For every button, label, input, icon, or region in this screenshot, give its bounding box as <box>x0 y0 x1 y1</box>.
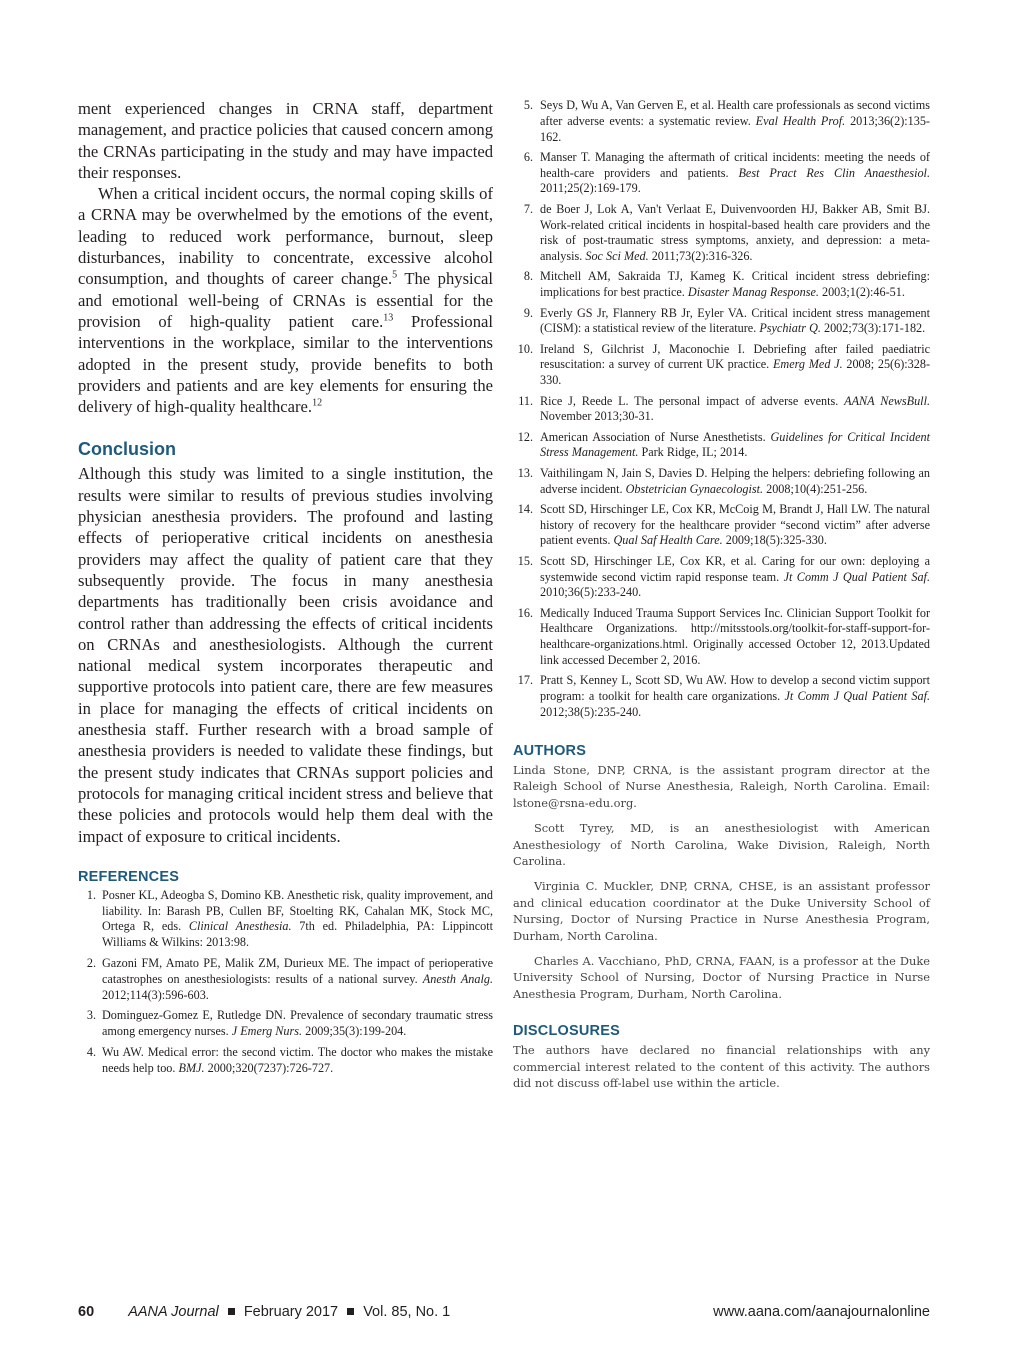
citation-superscript: 5 <box>392 269 398 281</box>
reference-item: 3. Dominguez-Gomez E, Rutledge DN. Prevalence of secondary traumatic stress among emergency nurses. J Emerg Nurs. 2009;35(3):199-204. <box>78 1008 493 1040</box>
body-paragraph: ment experienced changes in CRNA staff, department management, and practice policies that caused concern among the CRNAs participating in the study and may have impacted their responses. <box>78 99 493 182</box>
reference-item: 14. Scott SD, Hirschinger LE, Cox KR, McCoig M, Brandt J, Hall LW. The natural history of recovery for the healthcare provider “second victim” after adverse patient events. Qual Saf Health Care. 2009;18(5):325-330. <box>513 502 930 549</box>
citation-superscript: 12 <box>312 397 323 409</box>
reference-item: 13. Vaithilingam N, Jain S, Davies D. Helping the helpers: debriefing following an adverse incident. Obstetrician Gynaecologist. 2008;10(4):251-256. <box>513 466 930 498</box>
reference-number: 15. <box>517 553 533 568</box>
reference-number: 9. <box>523 305 533 320</box>
reference-number: 17. <box>517 673 533 688</box>
reference-number: 10. <box>517 341 533 356</box>
reference-item: 8. Mitchell AM, Sakraida TJ, Kameg K. Critical incident stress debriefing: implications for best practice. Disaster Manag Response. 2003;1(2):46-51. <box>513 269 930 301</box>
reference-item: 17. Pratt S, Kenney L, Scott SD, Wu AW. How to develop a second victim support program: a toolkit for health care organizations. Jt Comm J Qual Patient Saf. 2012;38(5):235-240. <box>513 673 930 720</box>
author-bio: Linda Stone, DNP, CRNA, is the assistant program director at the Raleigh School of Nurse Anesthesia, Raleigh, North Carolina. Email: lstone@rsna-edu.org. <box>513 762 930 811</box>
reference-item: 12. American Association of Nurse Anesthetists. Guidelines for Critical Incident Stress Management. Park Ridge, IL; 2014. <box>513 430 930 462</box>
volume-info: Vol. 85, No. 1 <box>363 1304 451 1320</box>
page-number: 60 <box>78 1304 95 1320</box>
reference-number: 3. <box>86 1008 96 1023</box>
separator-square-icon <box>228 1308 235 1315</box>
author-bio: Charles A. Vacchiano, PhD, CRNA, FAAN, is a professor at the Duke University School of Nursing, Doctor of Nursing Practice in Nurse Anesthesia Program, Durham, North Carolina. <box>513 953 930 1002</box>
separator-square-icon <box>347 1308 354 1315</box>
reference-number: 6. <box>523 149 533 164</box>
journal-name: AANA Journal <box>128 1304 219 1320</box>
reference-item: 15. Scott SD, Hirschinger LE, Cox KR, et al. Caring for our own: deploying a systemwide second victim rapid response team. Jt Comm J Qual Patient Saf. 2010;36(5):233-240. <box>513 554 930 601</box>
reference-number: 12. <box>517 429 533 444</box>
disclosures-heading: DISCLOSURES <box>513 1022 620 1039</box>
reference-item: 11. Rice J, Reede L. The personal impact of adverse events. AANA NewsBull. November 2013;30-31. <box>513 394 930 426</box>
page-footer <box>78 1304 930 1324</box>
author-bio: Scott Tyrey, MD, is an anesthesiologist with American Anesthesiology of North Carolina, Wake Division, Raleigh, North Carolina. <box>513 820 930 869</box>
reference-number: 5. <box>523 98 533 112</box>
reference-number: 2. <box>86 955 96 970</box>
reference-item: 9. Everly GS Jr, Flannery RB Jr, Eyler VA. Critical incident stress management (CISM): a statistical review of the literature. Psychiatr Q. 2002;73(3):171-182. <box>513 306 930 338</box>
conclusion-paragraph: Although this study was limited to a single institution, the results were similar to results of previous studies involving physician anesthesia providers. The profound and lasting effects of perioperative critical incidents on anesthesia providers may affect the quality of patient care that they subsequently provide. The focus in many anesthesia departments has traditionally been crisis avoidance and control rather than addressing the effects of critical incidents on CRNAs and anesthesiologists. Although the current national medical system incorporates therapeutic and supportive protocols into patient care, there are few measures in place for managing the effects of critical incidents on anesthesia staff. Further research with a broad sample of anesthesia providers is needed to validate these findings, but the present study indicates that CRNAs support policies and protocols for managing critical incident stress and believe that these policies and protocols would help them deal with the impact of exposure to critical incidents. <box>78 464 493 846</box>
reference-number: 1. <box>86 887 96 902</box>
reference-item: 1. Posner KL, Adeogba S, Domino KB. Anesthetic risk, quality improvement, and liability. In: Barash PB, Cullen BF, Stoelting RK, Cahalan MK, Stock MC, Ortega R, eds. Clinical Anesthesia. 7th ed. Philadelphia, PA: Lippincott Williams & Wilkins: 2013:98. <box>78 888 493 951</box>
reference-number: 7. <box>523 201 533 216</box>
reference-number: 11. <box>518 393 533 408</box>
disclosures-text: The authors have declared no financial relationships with any commercial interest related to the content of this activity. The authors did not discuss off-label use within the article. <box>513 1042 930 1091</box>
reference-number: 16. <box>517 605 533 620</box>
references-heading: REFERENCES <box>78 868 180 885</box>
body-paragraph: When a critical incident occurs, the normal coping skills of a CRNA may be overwhelmed by the emotions of the event, leading to reduced work performance, burnout, sleep disturbances, inability to concentrate, excessive alcohol consumption, and thoughts of career change.$^5$ The physical and emotional well-being of CRNAs is essential for the provision of high-quality patient care.$^{13}$ Professional interventions in the workplace, similar to the interventions adopted in the present study, provide benefits to both providers and patients and are key elements for ensuring the delivery of high-quality healthcare.$^{12}$ <box>78 184 493 417</box>
left-column <box>78 98 493 1082</box>
footer-citation <box>78 1304 450 1320</box>
journal-url: www.aana.com/aanajournalonline <box>713 1304 930 1320</box>
reference-number: 4. <box>86 1044 96 1059</box>
right-column <box>513 98 930 1100</box>
reference-list <box>513 98 930 721</box>
citation-superscript: 13 <box>383 312 394 324</box>
author-bio: Virginia C. Muckler, DNP, CRNA, CHSE, is an assistant professor and clinical education coordinator at the Duke University School of Nursing, Doctor of Nursing Practice in Nurse Anesthesia Program, Durham, North Carolina. <box>513 878 930 944</box>
reference-item: 2. Gazoni FM, Amato PE, Malik ZM, Durieux ME. The impact of perioperative catastrophes on anesthesiologists: results of a national survey. Anesth Analg. 2012;114(3):596-603. <box>78 956 493 1003</box>
authors-heading: AUTHORS <box>513 742 587 759</box>
reference-item: 6. Manser T. Managing the aftermath of critical incidents: meeting the needs of health-care providers and patients. Best Pract Res Clin Anaesthesiol. 2011;25(2):169-179. <box>513 150 930 197</box>
conclusion-heading: Conclusion <box>78 439 176 460</box>
reference-number: 14. <box>517 501 533 516</box>
reference-list <box>78 888 493 1077</box>
reference-item: 10. Ireland S, Gilchrist J, Maconochie I. Debriefing after failed paediatric resuscitation: a survey of current UK practice. Emerg Med J. 2008; 25(6):328-330. <box>513 342 930 389</box>
reference-number: 8. <box>523 269 533 284</box>
reference-number: 13. <box>517 465 533 480</box>
reference-item: 7. de Boer J, Lok A, Van't Verlaat E, Duivenvoorden HJ, Bakker AB, Smit BJ. Work-related critical incidents in hospital-based health care providers and the risk of post-traumatic stress symptoms, anxiety, and depression: a meta-analysis. Soc Sci Med. 2011;73(2):316-326. <box>513 202 930 265</box>
reference-item: 16. Medically Induced Trauma Support Services Inc. Clinician Support Toolkit for Healthcare Organizations. http://mitsstools.org/toolkit-for-staff-support-for-healthcare-organizations.html. Originally accessed October 12, 2013.Updated link accessed December 2, 2016. <box>513 606 930 669</box>
reference-item: 5. Seys D, Wu A, Van Gerven E, et al. Health care professionals as second victims after adverse events: a systematic review. Eval Health Prof. 2013;36(2):135-162. <box>513 98 930 145</box>
reference-item: 4. Wu AW. Medical error: the second victim. The doctor who makes the mistake needs help too. BMJ. 2000;320(7237):726-727. <box>78 1045 493 1077</box>
issue-date: February 2017 <box>243 1304 339 1320</box>
